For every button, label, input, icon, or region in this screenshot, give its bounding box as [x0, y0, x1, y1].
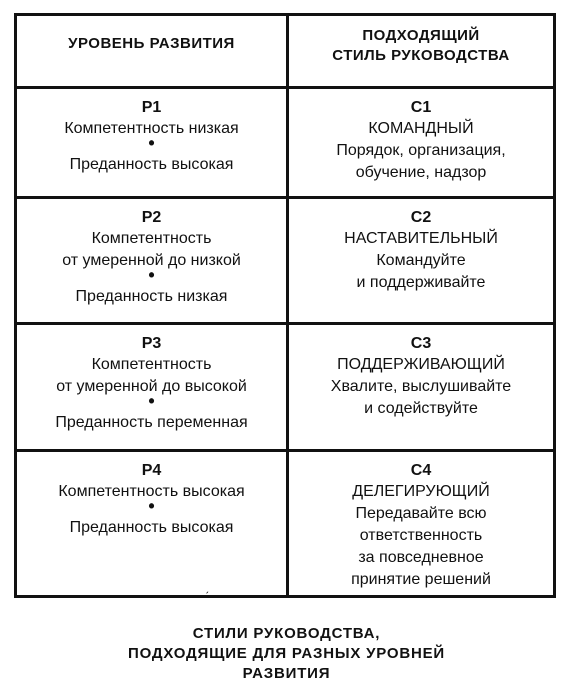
style-code: С4 [410, 462, 432, 479]
style-desc-line: Передавайте всю [355, 505, 487, 522]
header-level-text: УРОВЕНЬ РАЗВИТИЯ [68, 35, 235, 52]
competence-text: Компетентность [91, 230, 212, 247]
bullet: • [148, 133, 155, 153]
bullet: • [148, 391, 155, 411]
level-cell-1 [17, 97, 286, 176]
commitment-text: Преданность переменная [55, 414, 248, 431]
level-cell-3 [17, 333, 286, 434]
style-name: ПОДДЕРЖИВАЮЩИЙ [337, 356, 505, 373]
header-style [289, 26, 553, 66]
style-cell-1 [289, 97, 553, 184]
row-divider-2 [17, 322, 553, 325]
competence-text: Компетентность [91, 356, 212, 373]
caption-line-2: ПОДХОДЯЩИЕ ДЛЯ РАЗНЫХ УРОВНЕЙ [128, 645, 445, 662]
row-divider-3 [17, 449, 553, 452]
header-style-line-2: СТИЛЬ РУКОВОДСТВА [332, 47, 510, 64]
level-cell-4 [17, 460, 286, 539]
style-code: С2 [410, 209, 432, 226]
figure-caption [0, 624, 573, 684]
caption-line-1: СТИЛИ РУКОВОДСТВА, [192, 625, 381, 642]
style-desc-line: за повседневное [358, 549, 484, 566]
header-divider [17, 86, 553, 89]
style-desc-line: обучение, надзор [355, 164, 487, 181]
commitment-text: Преданность высокая [69, 519, 234, 536]
commitment-text: Преданность низкая [75, 288, 228, 305]
header-style-line-1: ПОДХОДЯЩИЙ [362, 27, 480, 44]
header-level [17, 34, 286, 54]
style-name: КОМАНДНЫЙ [368, 120, 474, 137]
style-cell-3 [289, 333, 553, 420]
style-desc-line: Хвалите, выслушивайте [330, 378, 512, 395]
style-name: НАСТАВИТЕЛЬНЫЙ [344, 230, 498, 247]
caption-line-3: РАЗВИТИЯ [242, 665, 331, 682]
style-desc-line: Порядок, организация, [336, 142, 506, 159]
style-name: ДЕЛЕГИРУЮЩИЙ [352, 483, 490, 500]
style-desc-line: ответственность [359, 527, 483, 544]
row-divider-1 [17, 196, 553, 199]
style-desc-line: Командуйте [376, 252, 466, 269]
level-code: Р3 [141, 335, 162, 352]
competence-text: от умеренной до низкой [62, 252, 241, 269]
style-cell-4 [289, 460, 553, 591]
style-code: С3 [410, 335, 432, 352]
level-cell-2 [17, 207, 286, 308]
commitment-text: Преданность высокая [69, 156, 234, 173]
style-desc-line: и содействуйте [364, 400, 478, 417]
level-code: Р2 [141, 209, 162, 226]
leadership-styles-table [14, 13, 556, 598]
competence-text: Компетентность низкая [64, 120, 239, 137]
competence-text: Компетентность высокая [58, 483, 245, 500]
competence-text: от умеренной до высокой [56, 378, 247, 395]
level-code: Р4 [141, 462, 162, 479]
style-cell-2 [289, 207, 553, 294]
stray-mark: ˏ [205, 580, 209, 594]
bullet: • [148, 265, 155, 285]
style-desc-line: и поддерживайте [356, 274, 486, 291]
level-code: Р1 [141, 99, 162, 116]
bullet: • [148, 496, 155, 516]
style-desc-line: принятие решений [351, 571, 491, 588]
style-code: С1 [410, 99, 432, 116]
